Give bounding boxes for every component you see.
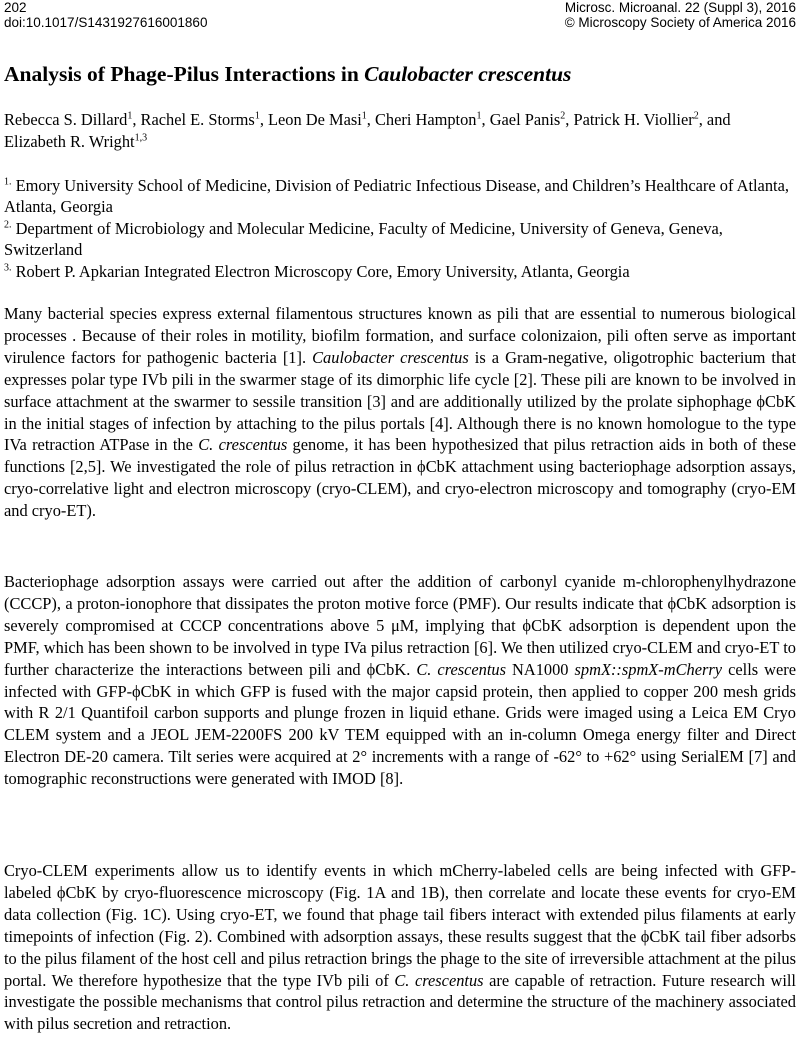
author-4: , Cheri Hampton: [366, 110, 477, 129]
author-3: , Leon De Masi: [259, 110, 362, 129]
p2-text-1: Bacteriophage adsorption assays were carried out after the addition of carbonyl cyanide m-chlorophenylhydrazone (CCCP), a proton-ionophore that dissipates the proton motive force (PMF). Our results indicate that ϕCbK adsorption is severely compromised at CCCP concentrations above 5 μM, implying that ϕCbK adsorption is dependent upon the PMF, which has been shown to be involved in type IVa pilus retraction [6]. We then utilized cryo-CLEM and cryo-ET to further characterize the interactions between pili and ϕCbK.: [4, 572, 796, 679]
p2-italic-1: C. crescentus: [416, 659, 506, 679]
author-7-affiliation: 1,3: [134, 132, 148, 144]
p3-italic-1: C. crescentus: [394, 970, 484, 990]
paragraph-methods: [4, 571, 796, 790]
p1-text-2: is a Gram-negative, oligotrophic bacterium that expresses polar type IVb pili in the swarmer stage of its dimorphic life cycle [2]. These pili are known to be involved in surface attachment at the swarmer to sessile transition [3] and are additionally utilized by the prolate siphophage ϕCbK in the initial stages of infection by attaching to the pilus portals [4]. Although there is no known homologue to the type IVa retraction ATPase in the: [4, 347, 796, 455]
p3-text-1: Cryo-CLEM experiments allow us to identify events in which mCherry-labeled cells are being infected with GFP-labeled ϕCbK by cryo-fluorescence microscopy (Fig. 1A and 1B), then correlate and locate these events for cryo-EM data collection (Fig. 1C). Using cryo-ET, we found that phage tail fibers interact with extended pilus filaments at early timepoints of infection (Fig. 2). Combined with adsorption assays, these results suggest that the ϕCbK tail fiber adsorbs to the pilus filament of the host cell and pilus retraction brings the phage to the site of irreversible attachment at the pilus portal. We therefore hypothesize that the type IVb pili of: [4, 861, 796, 990]
copyright: © Microscopy Society of America 2016: [564, 15, 796, 30]
p1-text-1: Many bacterial species express external filamentous structures known as pili that are essential to numerous biological processes . Because of their roles in motility, biofilm formation, and surface colonizaion, pili often serve as important virulence factors for pathogenic bacteria [1].: [4, 304, 796, 367]
paper-title: [4, 62, 571, 87]
author-1-affiliation: 1: [127, 110, 133, 122]
paragraph-results: [4, 860, 796, 1035]
p1-italic-1: Caulobacter crescentus: [312, 347, 469, 367]
p2-text-2: NA1000: [506, 659, 575, 679]
p1-italic-2: C. crescentus: [198, 435, 288, 455]
doi: doi:10.1017/S1431927616001860: [4, 15, 208, 30]
p2-italic-2: spmX::spmX-mCherry: [574, 659, 723, 679]
paragraph-introduction: [4, 303, 796, 522]
author-1: Rebecca S. Dillard: [4, 110, 128, 129]
title-organism: Caulobacter crescentus: [364, 62, 572, 86]
author-list: [4, 109, 794, 153]
affiliation-3-text: Robert P. Apkarian Integrated Electron Microscopy Core, Emory University, Atlanta, Georgia: [11, 262, 630, 281]
affiliation-2: [4, 218, 794, 260]
affiliation-1-number: 1.: [4, 176, 12, 188]
affiliation-1-text: Emory University School of Medicine, Division of Pediatric Infectious Disease, and Children’s Healthcare of Atlanta, Atlanta, Georgia: [4, 176, 789, 216]
journal-citation: Microsc. Microanal. 22 (Suppl 3), 2016: [564, 0, 796, 15]
author-2-affiliation: 1: [254, 110, 260, 122]
affiliation-2-number: 2.: [4, 219, 12, 231]
p2-text-3: cells were infected with GFP-ϕCbK in which GFP is fused with the major capsid protein, then applied to copper 200 mesh grids with R 2/1 Quantifoil carbon supports and plunge frozen in liquid ethane. Grids were imaged using a Leica EM Cryo CLEM system and a JEOL JEM-2200FS 200 kV TEM equipped with an in-column Omega energy filter and Direct Electron DE-20 camera. Tilt series were acquired at 2° increments with a range of -62° to +62° using SerialEM [7] and tomographic reconstructions were generated with IMOD [8].: [4, 659, 797, 789]
author-3-affiliation: 1: [361, 110, 367, 122]
author-6-affiliation: 2: [693, 110, 699, 122]
affiliation-3-number: 3.: [4, 262, 12, 274]
title-text: Analysis of Phage-Pilus Interactions in: [4, 62, 365, 86]
author-7: , and Elizabeth R. Wright: [4, 110, 731, 151]
author-2: , Rachel E. Storms: [132, 110, 255, 129]
page-number: 202: [4, 0, 27, 15]
affiliation-3: [4, 261, 794, 282]
author-4-affiliation: 1: [476, 110, 482, 122]
p3-text-2: are capable of retraction. Future research will investigate the possible mechanisms that control pilus retraction and determine the structure of the machinery associated with pilus secretion and retraction.: [4, 970, 796, 1034]
affiliation-1: [4, 175, 794, 217]
author-6: , Patrick H. Viollier: [565, 110, 694, 129]
author-5-affiliation: 2: [560, 110, 566, 122]
affiliation-2-text: Department of Microbiology and Molecular Medicine, Faculty of Medicine, University of Geneva, Geneva, Switzerland: [4, 219, 723, 259]
p1-text-3: genome, it has been hypothesized that pilus retraction aids in both of these functions [2,5]. We investigated the role of pilus retraction in ϕCbK attachment using bacteriophage adsorption assays, cryo-correlative light and electron microscopy (cryo-CLEM), and cryo-electron microscopy and tomography (cryo-EM and cryo-ET).: [4, 435, 796, 521]
author-5: , Gael Panis: [481, 110, 561, 129]
